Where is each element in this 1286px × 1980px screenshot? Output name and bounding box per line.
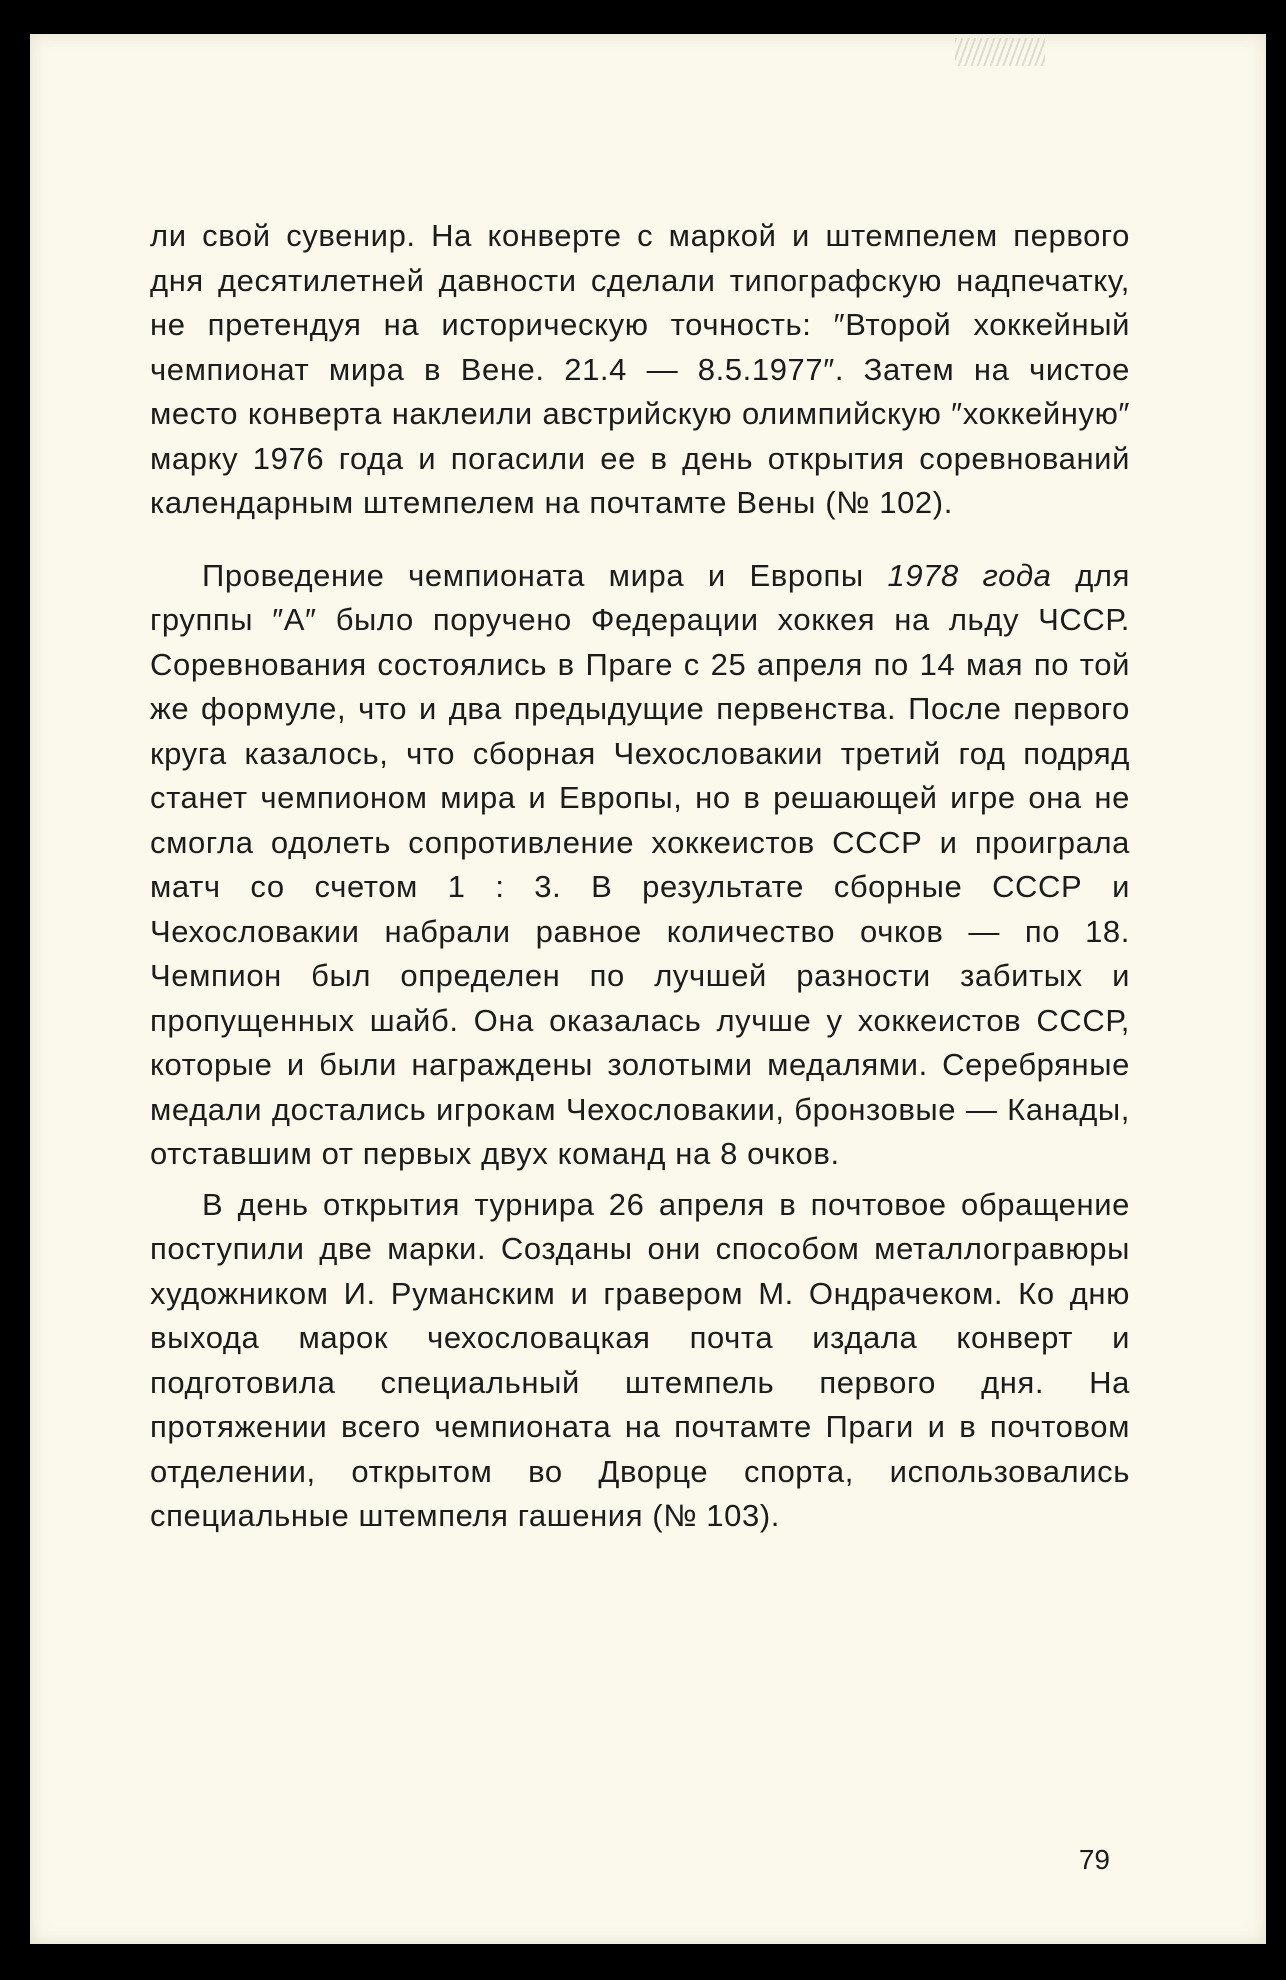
paragraph-3: В день открытия турнира 26 апреля в почтовое обращение поступили две марки. Созданы они способом металлогравюры художником И. Руманским и гравером М. Ондрачеком. Ко дню выхода марок чехословацкая почта издала конверт и подготовила специальный штемпель первого дня. На протяжении всего чемпионата на почтамте Праги и в почтовом отделении, открытом во Дворце спорта, использовались специальные штемпеля гашения (№ 103). xyxy=(150,1186,1130,1533)
scan-artifact xyxy=(955,38,1045,66)
paragraph-2-rest: для группы ″A″ было поручено Федерации хоккея на льду ЧССР. Соревнования состоялись в Праге с 25 апреля по 14 мая по той же формуле, что и два предыдущие первенства. После первого круга казалось, что сборная Чехословакии третий год подряд станет чемпионом мира и Европы, но в решающей игре она не смогла одолеть сопротивление хоккеистов СССР и проиграла матч со счетом 1 : 3. В результате сборные СССР и Чехословакии набрали равное количество очков — по 18. Чемпион был определен по лучшей разности забитых и пропущенных шайб. Она оказалась лучше у хоккеистов СССР, которые и были награждены золотыми медалями. Серебряные медали достались игрокам Чехословакии, бронзовые — Канады, отставшим от первых двух команд на 8 очков. xyxy=(150,557,1130,1171)
paragraph-2-year: 1978 года xyxy=(887,557,1052,593)
paragraph-2-start: Проведение чемпионата мира и Европы xyxy=(202,557,888,593)
page-body xyxy=(150,214,1130,1539)
paragraph-2 xyxy=(150,554,1130,1177)
paragraph-1: ли свой сувенир. На конверте с маркой и штемпелем первого дня десятилетней давности сделали типографскую надпечатку, не претендуя на историческую точность: ″Второй хоккейный чемпионат мира в Вене. 21.4 — 8.5.1977″. Затем на чистое место конверта наклеили австрийскую олимпийскую ″хоккейную″ марку 1976 года и погасили ее в день открытия соревнований календарным штемпелем на почтамте Вены (№ 102). xyxy=(150,218,1130,520)
book-page xyxy=(30,34,1266,1944)
page-number: 79 xyxy=(1078,1844,1110,1875)
